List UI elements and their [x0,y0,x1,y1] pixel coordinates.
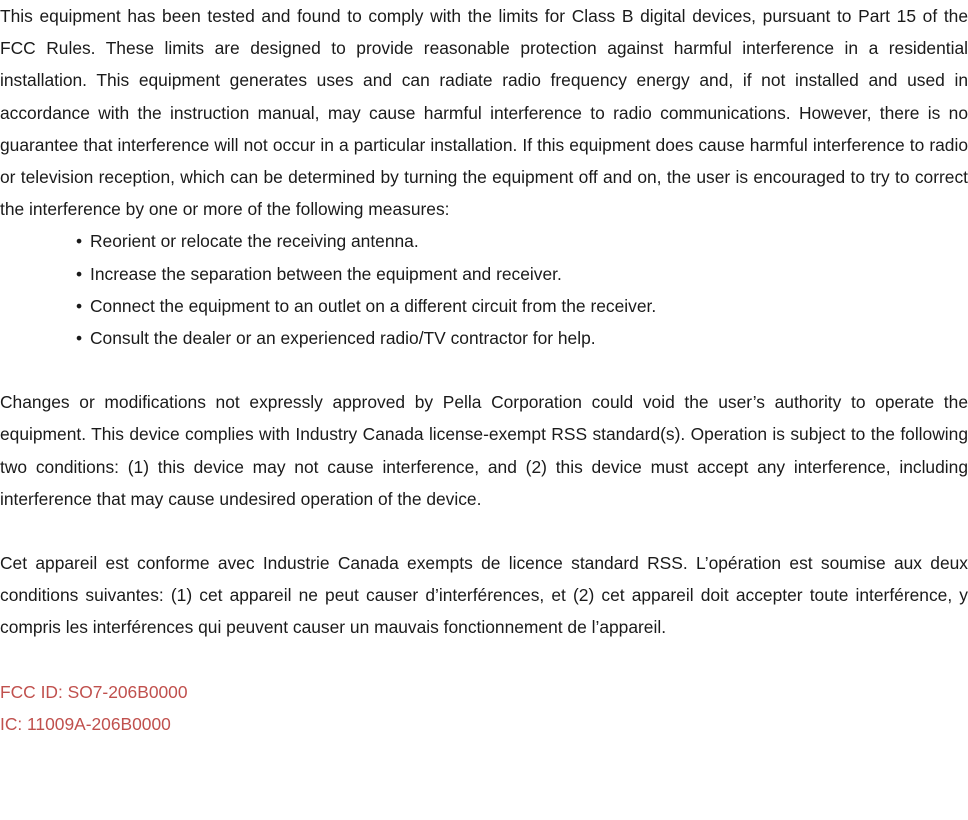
list-item [76,290,968,322]
ic-id-label: IC: 11009A-206B0000 [0,713,171,734]
list-item [76,322,968,354]
fcc-id-label: FCC ID: SO7-206B0000 [0,681,188,702]
measure-text: Consult the dealer or an experienced radio/TV contractor for help. [90,328,596,349]
french-compliance-paragraph: Cet appareil est conforme avec Industrie Canada exempts de licence standard RSS. L’opération est soumise aux deux conditions suivantes: (1) cet appareil ne peut causer d’interférences, et (2) cet appareil doit accepter toute interférence, y compris les interférences qui peuvent causer un mauvais fonctionnement de l’appareil. [0,553,968,638]
paragraph-spacer [0,354,968,386]
fcc-compliance-paragraph: This equipment has been tested and found to comply with the limits for Class B digital devices, pursuant to Part 15 of the FCC Rules. These limits are designed to provide reasonable protection against harmful interference in a residential installation. This equipment generates uses and can radiate radio frequency energy and, if not installed and used in accordance with the instruction manual, may cause harmful interference to radio communications. However, there is no guarantee that interference will not occur in a particular installation. If this equipment does cause harmful interference to radio or television reception, which can be determined by turning the equipment off and on, the user is encouraged to try to correct the interference by one or more of the following measures: [0,6,968,220]
measure-text: Connect the equipment to an outlet on a different circuit from the receiver. [90,295,657,316]
bullet-mark: • [76,231,83,252]
list-item [76,225,968,257]
paragraph-spacer [0,515,968,547]
bullet-mark: • [76,263,83,284]
measure-text: Reorient or relocate the receiving antenna. [90,231,419,252]
paragraph-spacer [0,644,968,676]
device-identifiers [0,676,968,740]
bullet-mark: • [76,295,83,316]
industry-canada-paragraph: Changes or modifications not expressly approved by Pella Corporation could void the user’s authority to operate the equipment. This device complies with Industry Canada license-exempt RSS standard(s). Operation is subject to the following two conditions: (1) this device may not cause interference, and (2) this device must accept any interference, including interference that may cause undesired operation of the device. [0,392,968,509]
list-item [76,258,968,290]
measure-text: Increase the separation between the equipment and receiver. [90,263,562,284]
bullet-mark: • [76,328,83,349]
interference-measures-list [0,225,968,354]
